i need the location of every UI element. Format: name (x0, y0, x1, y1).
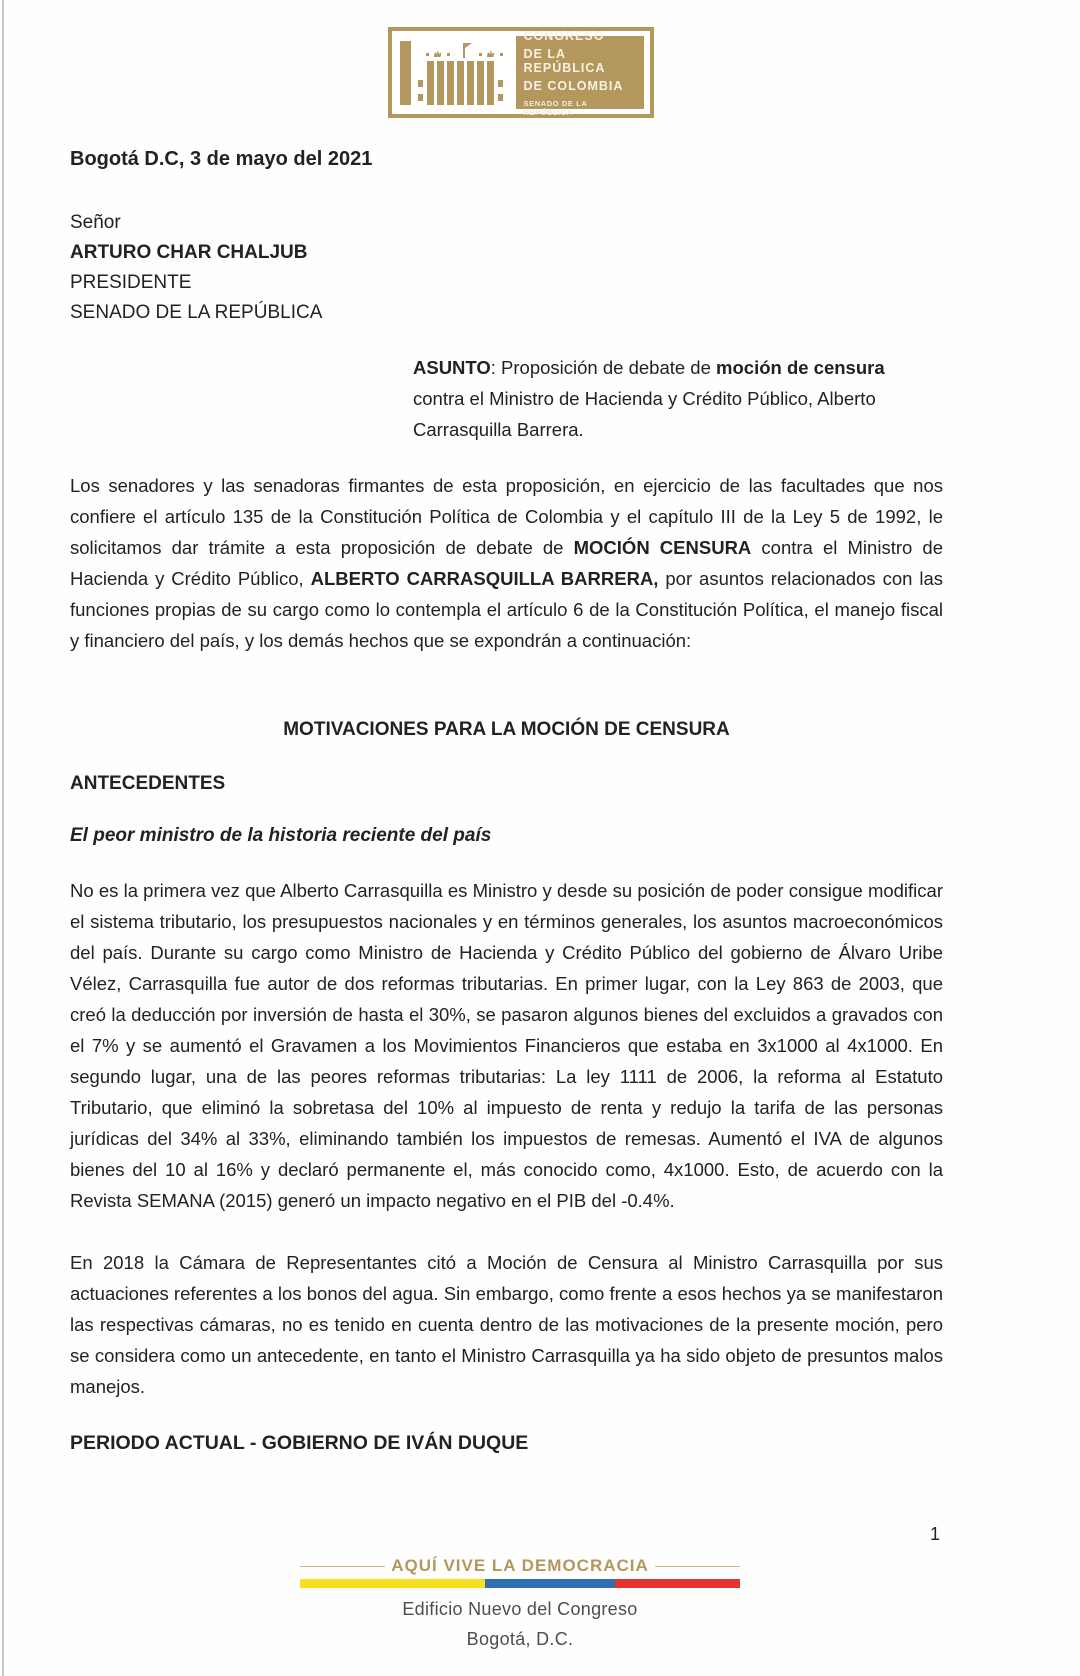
section-title: MOTIVACIONES PARA LA MOCIÓN DE CENSURA (283, 719, 730, 740)
recipient-salutation: Señor (70, 212, 121, 233)
logo-org-line1: CONGRESO (523, 29, 605, 43)
page-footer (300, 1556, 740, 1654)
footer-address-line1: Edificio Nuevo del Congreso (402, 1599, 638, 1619)
subject-label: ASUNTO (413, 357, 491, 378)
flag-blue-segment (485, 1579, 615, 1588)
recipient-name: ARTURO CHAR CHALJUB (70, 242, 308, 263)
colombia-flag-bar (300, 1579, 740, 1588)
date-line: Bogotá D.C, 3 de mayo del 2021 (70, 148, 373, 170)
heading-antecedentes: ANTECEDENTES (70, 773, 226, 794)
flag-red-segment (615, 1579, 740, 1588)
congress-senate-logo (388, 27, 654, 118)
subject-block: ASUNTO: Proposición de debate de moción de censura contra el Ministro de Hacienda y Crédito Público, Alberto Carrasquilla Barrera. (413, 357, 885, 440)
logo-text-panel (516, 29, 644, 117)
paragraph-camara-2018: En 2018 la Cámara de Representantes citó a Moción de Censura al Ministro Carrasquilla por sus actuaciones referentes a los bonos del agua. Sin embargo, como frente a esos hechos ya se manifestaron las respectivas cámaras, no es tenido en cuenta dentro de las motivaciones de la presente moción, pero se considera como un antecedente, en tanto el Ministro Carrasquilla ya ha sido objeto de presuntos malos manejos. (70, 1252, 943, 1397)
intro-paragraph: Los senadores y las senadoras firmantes de esta proposición, en ejercicio de las facultades que nos confiere el artículo 135 de la Constitución Política de Colombia y el capítulo III de la Ley 5 de 1992, le solicitamos dar trámite a esta proposición de debate de MOCIÓN CENSURA contra el Ministro de Hacienda y Crédito Público, ALBERTO CARRASQUILLA BARRERA, por asuntos relacionados con las funciones propias de su cargo como lo contempla el artículo 6 de la Constitución Política, el manejo fiscal y financiero del país, y los demás hechos que se expondrán a continuación: (70, 475, 943, 651)
footer-slogan: AQUÍ VIVE LA DEMOCRACIA (391, 1556, 649, 1575)
paragraph-reformas: No es la primera vez que Alberto Carrasquilla es Ministro y desde su posición de poder consigue modificar el sistema tributario, los presupuestos nacionales y en términos generales, los asuntos macroeconómicos del país. Durante su cargo como Ministro de Hacienda y Crédito Público del gobierno de Álvaro Uribe Vélez, Carrasquilla fue autor de dos reformas tributarias. En primer lugar, con la Ley 863 de 2003, que creó la deducción por inversión de hasta el 30%, se pasaron algunos bienes del excluidos a gravados con el 7% y se aumentó el Gravamen a los Movimientos Financieros que estaba en 3x1000 al 4x1000. En segundo lugar, una de las peores reformas tributarias: La ley 1111 de 2006, la reforma al Estatuto Tributario, que eliminó la sobretasa del 10% al impuesto de renta y redujo la tarifa de las personas jurídicas del 34% al 33%, eliminando también los impuestos de remesas. Aumentó el IVA de algunos bienes del 10 al 16% y declaró permanente el, más conocido como, 4x1000. Esto, de acuerdo con la Revista SEMANA (2015) generó un impacto negativo en el PIB del -0.4%. (70, 880, 943, 1211)
recipient-title: PRESIDENTE (70, 272, 192, 293)
logo-org-line2: DE LA REPÚBLICA (523, 47, 606, 75)
recipient-block (70, 208, 943, 328)
footer-hairline-left (300, 1566, 385, 1567)
page-number: 1 (929, 1524, 940, 1544)
footer-hairline-right (655, 1566, 740, 1567)
subheading-peor-ministro: El peor ministro de la historia reciente del país (70, 825, 492, 846)
recipient-entity: SENADO DE LA REPÚBLICA (70, 302, 323, 323)
logo-org-line3: DE COLOMBIA (523, 79, 624, 93)
heading-periodo-actual: PERIODO ACTUAL - GOBIERNO DE IVÁN DUQUE (70, 1432, 529, 1454)
flag-yellow-segment (300, 1579, 485, 1588)
footer-address-line2: Bogotá, D.C. (466, 1629, 574, 1649)
logo-senate-subtitle: SENADO DE LA REPÚBLICA (523, 99, 588, 117)
capitol-building-icon (398, 36, 516, 109)
